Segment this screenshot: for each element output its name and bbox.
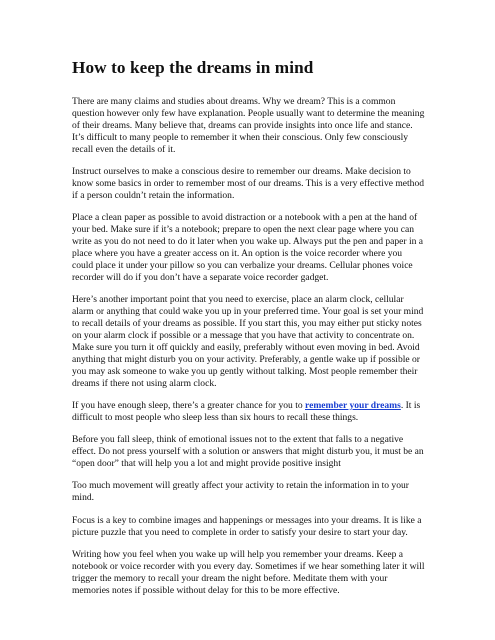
paragraph-4: Here’s another important point that you need to exercise, place an alarm clock, cellular alarm or anything that could wake you up in your preferred time. Your goal is set your mind to recall details of your dreams as possible. If you start this, you may either put sticky notes on your alarm clock if possible or a message that you have that activity to concentrate on. Make sure you turn it off quickly and easily, preferably without even moving in bed. Avoid anything that might disturb you on your activity. Preferably, a gentle wake up if possible or you may ask someone to wake you up gently without talking. Most people remember their dreams if there not using alarm clock. bbox=[72, 294, 424, 389]
remember-your-dreams-link[interactable]: remember your dreams bbox=[305, 399, 401, 411]
paragraph-8: Focus is a key to combine images and happenings or messages into your dreams. It is like a picture puzzle that you need to complete in order to satisfy your desire to start your day. bbox=[72, 514, 422, 538]
paragraph-6: Before you fall sleep, think of emotional issues not to the extent that falls to a negative effect. Do not press yourself with a solution or answers that might disturb you, it must be an “open door” that will help you a lot and might provide positive insight bbox=[72, 434, 424, 470]
paragraph-3: Place a clean paper as possible to avoid distraction or a notebook with a pen at the hand of your bed. Make sure if it’s a notebook; prepare to open the next clear page where you can write as you do not need to do it later when you wake up. Always put the pen and paper in a place where you have a greater access on it. An option is the voice recorder where you could place it under your pillow so you can verbalize your dreams. Cellular phones voice recorder will do if you don’t have a separate voice recorder gadget. bbox=[72, 212, 424, 283]
paragraph-9: Writing how you feel when you wake up will help you remember your dreams. Keep a notebook or voice recorder with you every day. Sometimes if we hear something later it will trigger the memory to recall your dream the night before. Meditate them with your memories notes if possible without delay for this to be more effective. bbox=[72, 549, 425, 596]
paragraph-5-text-before: If you have enough sleep, there’s a greater chance for you to bbox=[72, 399, 306, 411]
paragraph-7: Too much movement will greatly affect your activity to retain the information in to your mind. bbox=[72, 480, 409, 504]
paragraph-5 bbox=[72, 400, 425, 424]
paragraph-5-text-after: . It is difficult to most people who sleep less than six hours to recall these things. bbox=[72, 399, 421, 423]
document-title: How to keep the dreams in mind bbox=[72, 58, 314, 77]
paragraph-1: There are many claims and studies about dreams. Why we dream? This is a common question however only few have explanation. People usually want to determine the meaning of their dreams. Many believe that, dreams can provide insights into once life and stance. It’s difficult to many people to remember it when their conscious. Only few consciously recall even the details of it. bbox=[72, 96, 425, 155]
paragraph-2: Instruct ourselves to make a conscious desire to remember our dreams. Make decision to know some basics in order to remember most of our dreams. This is a very effective method if a person couldn’t retain the information. bbox=[72, 166, 424, 201]
